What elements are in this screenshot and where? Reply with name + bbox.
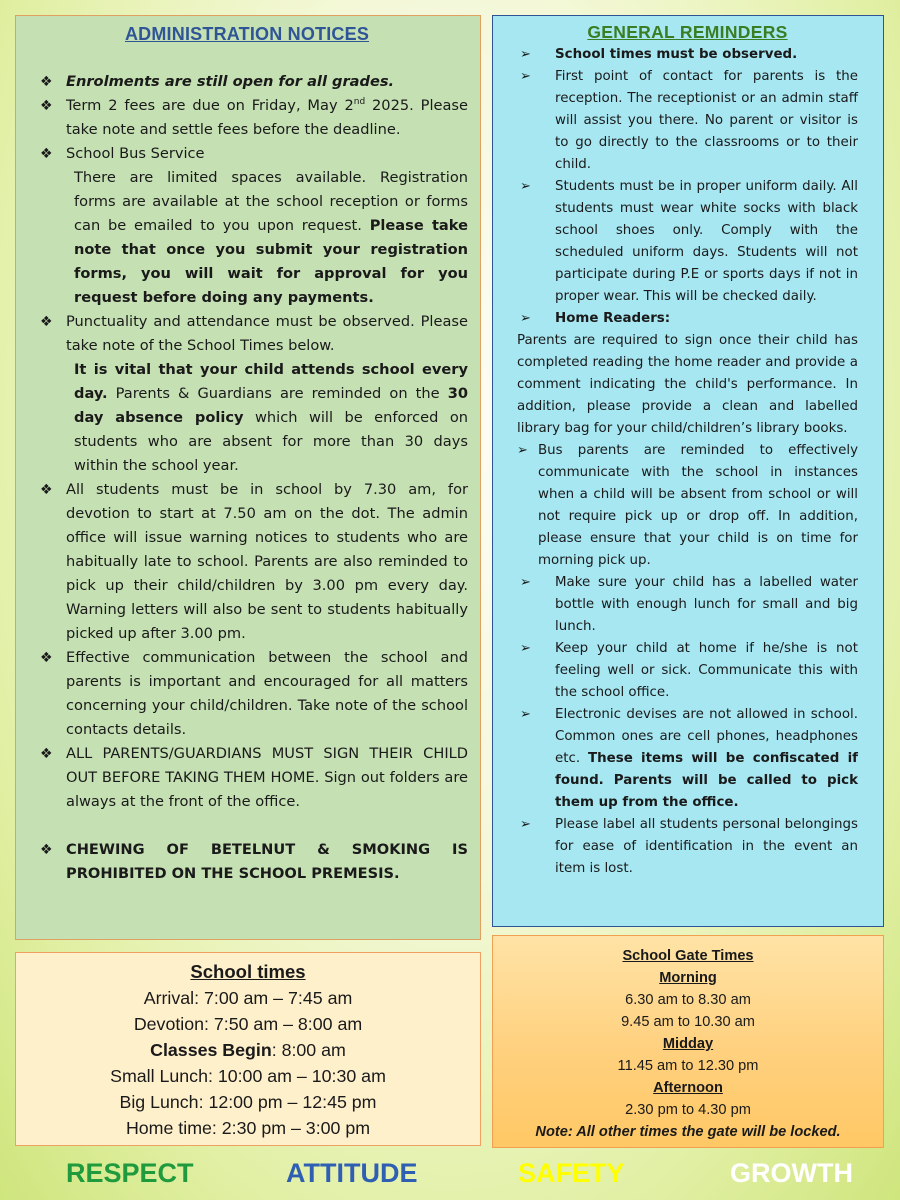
notice-sign-out — [26, 742, 468, 814]
reminder-heading: Home Readers: — [555, 311, 671, 326]
classes-begin-time: Classes Begin: 8:00 am — [150, 1040, 346, 1060]
attendance-text: It is vital that your child attends school every day. Parents & Guardians are reminded on the 30 day absence policy which will be enforced on students who are absent for more than 30 days within the school year. — [74, 361, 468, 474]
arrow-bullet-icon: ➢ — [520, 179, 531, 194]
diamond-bullet-icon: ❖ — [40, 482, 53, 498]
reminder-uniform — [517, 176, 858, 308]
diamond-bullet-icon: ❖ — [40, 842, 53, 858]
reminder-text: Students must be in proper uniform daily. All students must wear white socks with black school shoes only. Comply with the scheduled uniform days. Students will not participate during P.E or sports days if not in proper wear. This will be checked daily. — [555, 179, 858, 304]
morning-label: Morning — [659, 970, 717, 986]
arrow-bullet-icon: ➢ — [520, 47, 531, 62]
notice-enrolments — [26, 70, 468, 94]
arrow-bullet-icon: ➢ — [520, 641, 531, 656]
arrow-bullet-icon: ➢ — [517, 443, 528, 458]
school-times-title: School times — [190, 961, 306, 982]
morning-slot: 6.30 am to 8.30 am — [625, 992, 751, 1008]
home-time: Home time: 2:30 pm – 3:00 pm — [125, 1118, 371, 1138]
small-lunch-time: Small Lunch: 10:00 am – 10:30 am — [110, 1066, 386, 1086]
reminder-text: Bus parents are reminded to effectively communicate with the school in instances when a child will be absent from school or will not require pick up or drop off. In addition, please ensure that your child is on time for morning pick up. — [538, 443, 858, 568]
arrival-time: Arrival: 7:00 am – 7:45 am — [143, 988, 353, 1008]
school-times-panel — [15, 952, 481, 1146]
reminder-text: First point of contact for parents is the reception. The receptionist or an admin staff will assist you there. No parent or visitor is to go directly to the classrooms or to their child. — [555, 69, 858, 172]
diamond-bullet-icon: ❖ — [40, 746, 53, 762]
reminder-text: Make sure your child has a labelled water bottle with enough lunch for small and big lunch. — [555, 575, 858, 634]
notice-text: All students must be in school by 7.30 am, for devotion to start at 7.50 am on the dot. The admin office will issue warning notices to students who are habitually late to school. Parents are also reminded to pick up their child/children by 3.00 pm every day. Warning letters will also be sent to students habitually picked up after 3.00 pm. — [66, 481, 468, 642]
home-readers-text: Parents are required to sign once their child has completed reading the home reader and provide a comment indicating the child's performance. In addition, please provide a clean and labelled library bag for your child/children’s library books. — [517, 333, 858, 436]
notice-text: Punctuality and attendance must be observed. Please take note of the School Times below. — [66, 313, 468, 354]
diamond-bullet-icon: ❖ — [40, 146, 53, 162]
arrow-bullet-icon: ➢ — [520, 311, 531, 326]
arrow-bullet-icon: ➢ — [520, 817, 531, 832]
reminders-title: GENERAL REMINDERS — [587, 22, 788, 42]
reminder-text: Keep your child at home if he/she is not feeling well or sick. Communicate this with the school office. — [555, 641, 858, 700]
admin-title: ADMINISTRATION NOTICES — [124, 24, 370, 44]
reminder-home-readers — [517, 308, 858, 330]
notice-punctuality — [26, 310, 468, 358]
value-respect: RESPECT — [66, 1158, 194, 1188]
notice-betelnut — [26, 838, 468, 886]
arrow-bullet-icon: ➢ — [520, 575, 531, 590]
value-safety: SAFETY — [518, 1158, 625, 1188]
midday-label: Midday — [662, 1036, 714, 1052]
notice-text: CHEWING OF BETELNUT & SMOKING IS PROHIBITED ON THE SCHOOL PREMESIS. — [66, 841, 468, 882]
afternoon-slot: 2.30 pm to 4.30 pm — [625, 1102, 751, 1118]
reminder-school-times — [517, 44, 858, 66]
reminder-text: School times must be observed. — [555, 47, 798, 62]
diamond-bullet-icon: ❖ — [40, 98, 53, 114]
value-growth: GROWTH — [730, 1158, 853, 1188]
values-footer — [0, 1158, 900, 1194]
notice-arrival — [26, 478, 468, 646]
reminder-labels — [517, 814, 858, 880]
afternoon-label: Afternoon — [653, 1080, 723, 1096]
notice-bus-service — [26, 142, 468, 166]
reminder-water-bottle — [517, 572, 858, 638]
diamond-bullet-icon: ❖ — [40, 650, 53, 666]
notice-communication — [26, 646, 468, 742]
diamond-bullet-icon: ❖ — [40, 314, 53, 330]
reminder-devices — [517, 704, 858, 814]
notice-text: Enrolments are still open for all grades. — [66, 73, 395, 90]
arrow-bullet-icon: ➢ — [520, 707, 531, 722]
reminder-contact — [517, 66, 858, 176]
administration-notices-panel — [15, 15, 481, 940]
midday-slot: 11.45 am to 12.30 pm — [617, 1058, 759, 1074]
gate-note: Note: All other times the gate will be locked. — [535, 1124, 841, 1140]
notice-text: Effective communication between the school and parents is important and encouraged for all matters concerning your child/children. Take note of the school contacts details. — [66, 649, 468, 738]
arrow-bullet-icon: ➢ — [520, 69, 531, 84]
reminder-text: Please label all students personal belongings for ease of identification in the event an item is lost. — [555, 817, 858, 876]
notice-text: ALL PARENTS/GUARDIANS MUST SIGN THEIR CHILD OUT BEFORE TAKING THEM HOME. Sign out folders are always at the front of the office. — [66, 745, 468, 810]
value-attitude: ATTITUDE — [286, 1158, 418, 1188]
diamond-bullet-icon: ❖ — [40, 74, 53, 90]
notice-fees — [26, 94, 468, 142]
notice-text: Term 2 fees are due on Friday, May 2nd 2025. Please take note and settle fees before the deadline. — [66, 97, 469, 138]
gate-times-title: School Gate Times — [622, 948, 754, 964]
devotion-time: Devotion: 7:50 am – 8:00 am — [133, 1014, 363, 1034]
notice-heading: School Bus Service — [66, 145, 205, 162]
reminder-text: Electronic devises are not allowed in school. Common ones are cell phones, headphones etc. These items will be confiscated if found. Parents will be called to pick them up from the office. — [555, 707, 858, 810]
big-lunch-time: Big Lunch: 12:00 pm – 12:45 pm — [119, 1092, 377, 1112]
morning-slot: 9.45 am to 10.30 am — [621, 1014, 755, 1030]
reminder-bus-parents — [517, 440, 858, 572]
reminder-sick — [517, 638, 858, 704]
bus-service-text: There are limited spaces available. Registration forms are available at the school reception or forms can be emailed to you upon request. Please take note that once you submit your registration forms, you will wait for approval for you request before doing any payments. — [74, 169, 468, 306]
gate-times-panel — [492, 935, 884, 1148]
general-reminders-panel — [492, 15, 884, 927]
